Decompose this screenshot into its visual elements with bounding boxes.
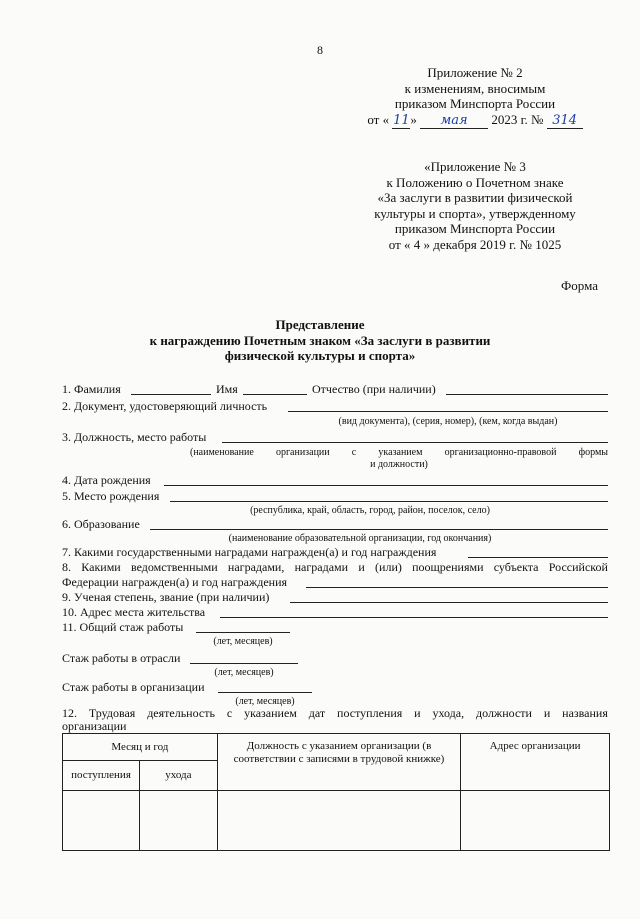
form-label: Форма [561, 278, 598, 293]
total-experience-label: 11. Общий стаж работы [62, 620, 184, 634]
label-word: деятельность [147, 706, 215, 720]
education-label: 6. Образование [62, 517, 140, 531]
position-field[interactable] [222, 442, 608, 443]
annex2-line3: «За заслуги в развитии физической [377, 190, 573, 206]
title-line3: физической культуры и спорта» [224, 348, 416, 364]
label-word: и [414, 706, 421, 720]
label-word: указанием [244, 706, 297, 720]
label-word: должности [476, 706, 532, 720]
org-experience-label: Стаж работы в организации [62, 680, 205, 694]
position-label: 3. Должность, место работы [62, 430, 207, 444]
address-header: Адрес организации [461, 734, 610, 791]
annex-header-2 [340, 159, 610, 253]
handwritten-day: 11 [393, 112, 410, 128]
patronymic-label: Отчество (при наличии) [312, 382, 436, 396]
name-label: Имя [216, 382, 238, 396]
degree-field[interactable] [290, 602, 608, 603]
caption-word: с [351, 447, 357, 458]
caption-word: указанием [378, 447, 423, 458]
month-year-header: Месяц и год [63, 734, 218, 761]
label-word: Трудовая [88, 706, 136, 720]
education-field[interactable] [150, 529, 608, 530]
label-word: (или) [375, 560, 402, 574]
start-header: поступления [63, 761, 140, 791]
annex-header-1 [340, 65, 610, 129]
birth-date-field[interactable] [164, 485, 608, 486]
handwritten-number: 314 [547, 113, 583, 130]
annex1-date-line [340, 112, 610, 130]
id-document-label: 2. Документ, удостоверяющий личность [62, 399, 268, 413]
caption-word: формы [578, 447, 608, 458]
annex2-line1: «Приложение № 3 [424, 159, 526, 174]
caption-word: (наименование [190, 447, 254, 458]
end-header: ухода [139, 761, 217, 791]
surname-field[interactable] [131, 394, 211, 395]
date-prefix: от « [367, 111, 390, 127]
state-awards-field[interactable] [468, 557, 608, 558]
label-word: с [226, 706, 233, 720]
address-field[interactable] [220, 617, 608, 618]
title-line1: Представление [275, 317, 365, 332]
departmental-awards-field[interactable] [306, 587, 608, 588]
org-experience-field[interactable] [218, 692, 312, 693]
label-word: субъекта [493, 560, 539, 574]
departmental-awards-label [62, 561, 608, 574]
page-number: 8 [317, 43, 323, 57]
work-history-label [62, 707, 608, 720]
education-caption: (наименование образовательной организации, год окончания) [228, 533, 492, 544]
date-year: 2023 г. № [491, 111, 544, 127]
label-word: поощрениями [412, 560, 484, 574]
id-document-field[interactable] [288, 411, 608, 412]
label-word: Какими [81, 560, 121, 574]
patronymic-field[interactable] [446, 394, 608, 395]
document-title [0, 317, 640, 364]
annex2-line4: культуры и спорта», утвержденному [374, 205, 576, 221]
start-date-cell[interactable] [63, 791, 140, 851]
label-word: наградами [294, 560, 349, 574]
industry-experience-label: Стаж работы в отрасли [62, 651, 181, 665]
total-experience-field[interactable] [196, 632, 290, 633]
date-mid: » [410, 111, 417, 127]
label-word: поступления [337, 706, 403, 720]
label-word: названия [562, 706, 608, 720]
annex1-line3: приказом Минспорта России [394, 96, 556, 112]
table-row [63, 791, 610, 851]
position-caption-line1 [190, 447, 608, 458]
id-document-caption: (вид документа), (серия, номер), (кем, когда выдан) [338, 416, 558, 427]
label-word: и [358, 560, 365, 574]
departmental-awards-label-2: Федерации награжден(а) и год награждения [62, 575, 288, 589]
annex1-line2: к изменениям, вносимым [404, 80, 546, 96]
industry-experience-caption: (лет, месяцев) [214, 667, 274, 678]
annex2-line6: от « 4 » декабря 2019 г. № 1025 [388, 236, 562, 252]
work-history-table [62, 733, 610, 851]
label-word: 8. [62, 560, 71, 574]
annex2-line5: приказом Минспорта России [394, 221, 556, 237]
position-caption-line2: и должности) [370, 459, 428, 470]
industry-experience-field[interactable] [190, 663, 298, 664]
end-date-cell[interactable] [139, 791, 217, 851]
position-cell[interactable] [217, 791, 460, 851]
annex2-line2: к Положению о Почетном знаке [386, 174, 564, 190]
annex1-line1: Приложение № 2 [427, 65, 523, 80]
label-word: дат [308, 706, 326, 720]
name-field[interactable] [243, 394, 307, 395]
address-cell[interactable] [461, 791, 610, 851]
handwritten-month: мая [420, 113, 488, 130]
position-header: Должность с указанием организации (в соответствии с записями в трудовой книжке) [217, 734, 460, 791]
label-word: наградами, [227, 560, 285, 574]
caption-word: организационно-правовой [444, 447, 557, 458]
state-awards-label: 7. Какими государственными наградами награжден(а) и год награждения [62, 545, 437, 559]
org-experience-caption: (лет, месяцев) [235, 696, 295, 707]
birth-date-label: 4. Дата рождения [62, 473, 151, 487]
label-word: 12. [62, 706, 77, 720]
address-label: 10. Адрес места жительства [62, 605, 206, 619]
birth-place-field[interactable] [170, 501, 608, 502]
work-history-label-2: организации [62, 719, 127, 733]
label-word: и [543, 706, 551, 720]
birth-place-caption: (республика, край, область, город, район, поселок, село) [250, 505, 490, 516]
total-experience-caption: (лет, месяцев) [213, 636, 273, 647]
title-line2: к награждению Почетным знаком «За заслуги в развитии [149, 332, 491, 348]
label-word: ведомственными [130, 560, 218, 574]
label-word: Российской [548, 560, 608, 574]
degree-label: 9. Ученая степень, звание (при наличии) [62, 590, 270, 604]
birth-place-label: 5. Место рождения [62, 489, 160, 503]
caption-word: организации [275, 447, 330, 458]
surname-label: 1. Фамилия [62, 382, 121, 396]
label-word: ухода, [432, 706, 465, 720]
